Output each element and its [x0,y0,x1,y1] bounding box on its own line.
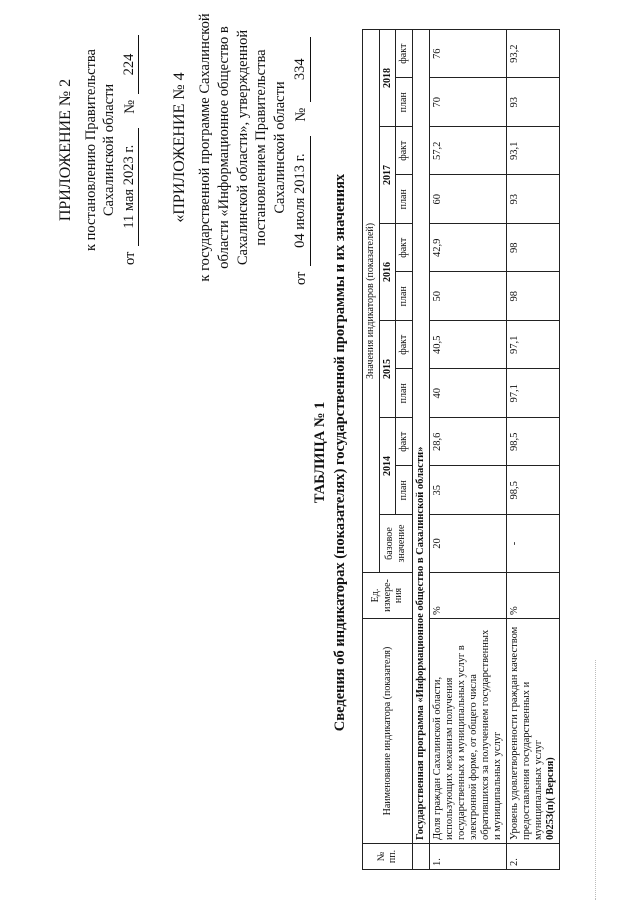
table-title: ТАБЛИЦА № 1 [312,401,328,504]
header-year-2017: 2017 [379,127,396,224]
appendix-4-number: 334 [291,37,311,102]
header-unit: Ед. измере-ния [363,573,413,619]
appendix-2-title: ПРИЛОЖЕНИЕ № 2 [57,78,74,222]
row-value: 98 [506,272,559,321]
row-unit: % [429,573,506,619]
row-value: 40,5 [429,321,506,370]
table-row [429,29,506,869]
row-base: 20 [429,515,506,573]
header-plan: план [396,466,413,515]
row-value: 57,2 [429,127,506,176]
row-value: 35 [429,466,506,515]
appendix-2-line-1: к постановлению Правительства [83,49,99,251]
header-plan: план [396,272,413,321]
header-num: № пп. [363,844,413,870]
row-value: 93 [506,78,559,127]
header-fact: факт [396,418,413,467]
row-value: 98 [506,224,559,273]
row-base: - [506,515,559,573]
row-value: 97,1 [506,369,559,418]
header-name: Наименование индикатора (показателя) [363,619,413,844]
row-value: 40 [429,369,506,418]
row-value: 93,1 [506,127,559,176]
appendix-4-decree [291,10,311,285]
appendix-4-block [170,10,311,285]
header-fact: факт [396,127,413,176]
row-num: 1. [429,844,506,870]
row-value: 50 [429,272,506,321]
appendix-2-from: от [122,251,139,265]
header-row-1 [363,29,380,869]
header-year-2018: 2018 [379,29,396,126]
row-value: 28,6 [429,418,506,467]
appendix-2-number: 224 [120,35,139,94]
appendix-4-paragraph: к государственной программе Сахалинской области «Информационное общество в Сахалинской области», утвержденной постановлением Правительства Сахалинской области [197,13,288,282]
appendix-4-date: 04 июля 2013 г. [291,136,311,266]
row-value: 93 [506,175,559,224]
row-name [506,619,559,844]
header-fact: факт [396,321,413,370]
row-value: 70 [429,78,506,127]
row-value: 76 [429,29,506,78]
header-values: Значения индикаторов (показателей) [363,29,380,572]
appendix-2-decree [120,35,139,265]
program-row [412,29,429,869]
appendix-4-title: «ПРИЛОЖЕНИЕ № 4 [171,72,188,223]
indicators-table [362,29,560,870]
header-plan: план [396,78,413,127]
header-fact: факт [396,224,413,273]
row-name: Доля граждан Сахалинской области, использующих механизм получения государственных и муниципальных услуг в электронной форме, от общего числа обратившихся за получением государственных и муниципальных услуг [429,619,506,844]
appendix-4-num-sign: № [293,107,310,122]
header-year-2014: 2014 [379,418,396,515]
row-value: 97,1 [506,321,559,370]
appendix-4-from: от [293,271,310,285]
row-value: 93,2 [506,29,559,78]
header-fact: факт [396,29,413,78]
header-base: базовое значение [379,515,412,573]
header-plan: план [396,175,413,224]
row-value: 98,5 [506,418,559,467]
appendix-2-block [56,35,139,265]
row-unit: % [506,573,559,619]
appendix-2-num-sign: № [122,99,139,114]
appendix-2-date: 11 мая 2023 г. [120,128,139,246]
row-value: 98,5 [506,466,559,515]
table-subtitle: Сведения об индикаторах (показателях) государственной программы и их значениях [332,173,348,732]
row-num: 2. [506,844,559,870]
appendix-2-line-2: Сахалинской области [101,83,118,217]
program-row-empty [412,844,429,870]
row-value: 42,9 [429,224,506,273]
table-row [506,29,559,869]
header-year-2016: 2016 [379,224,396,321]
header-plan: план [396,369,413,418]
header-year-2015: 2015 [379,321,396,418]
footer-code: 00253(п)( Версия) [545,757,557,840]
row-name-text: Уровень удовлетворенности граждан качеством предоставления государственных и муниципальных услуг [508,626,545,840]
program-row-title: Государственная программа «Информационное общество в Сахалинской области» [412,29,429,843]
scan-margin-line [595,660,596,900]
row-value: 60 [429,175,506,224]
